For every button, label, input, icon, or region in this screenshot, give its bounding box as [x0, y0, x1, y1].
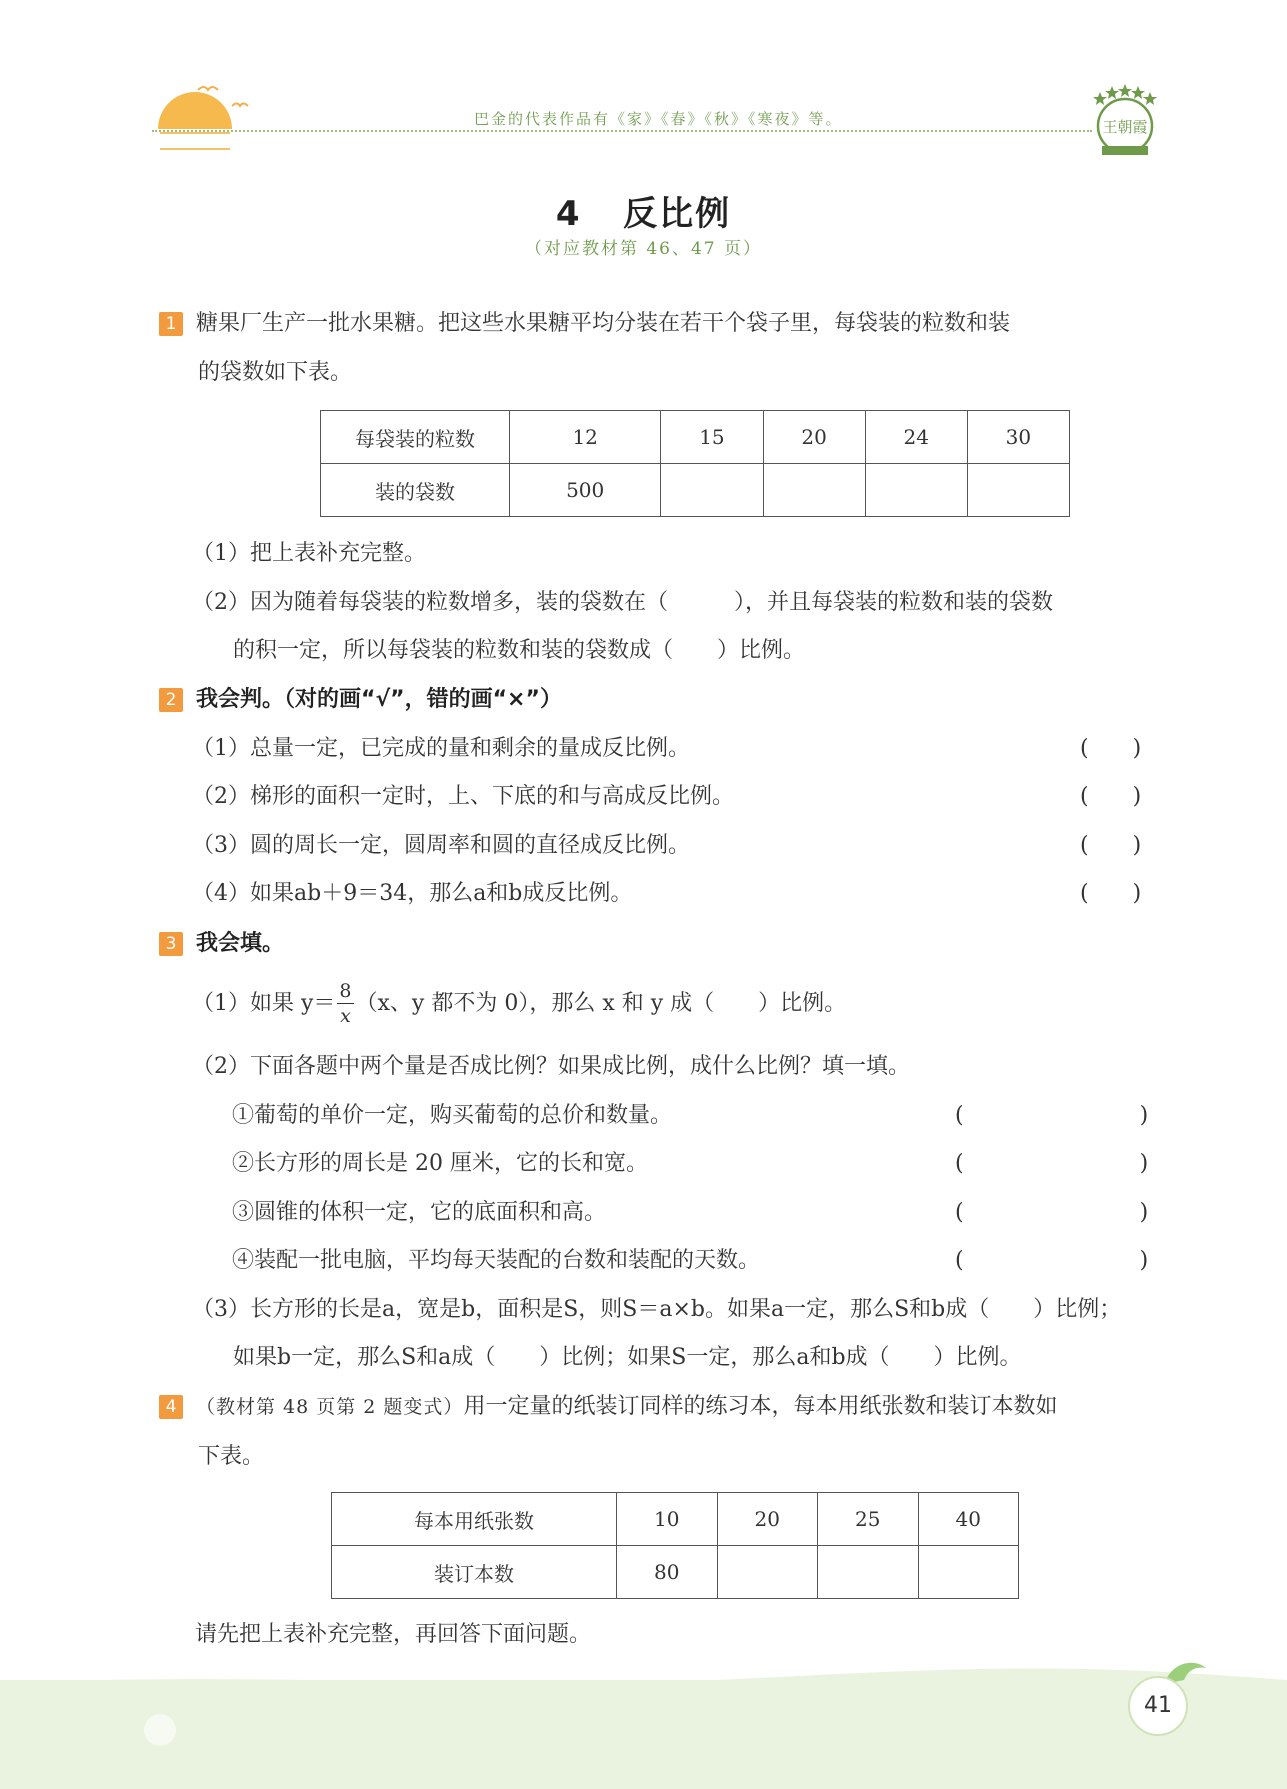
q3-sub1-after: （x、y 都不为 0），那么 x 和 y 成（ ）比例。	[355, 991, 847, 1016]
q4-table-cell: 80	[617, 1546, 718, 1599]
q4-source: （教材第 48 页第 2 题变式）	[196, 1396, 464, 1418]
q4-table-cell: 40	[918, 1493, 1019, 1546]
q1-sub2-line1: （2）因为随着每袋装的粒数增多，装的袋数在（ ），并且每袋装的粒数和装的袋数	[192, 590, 1054, 615]
publisher-stamp-icon	[1088, 82, 1162, 158]
q2-item-4: （4）如果ab＋9＝34，那么a和b成反比例。	[192, 881, 633, 906]
q1-table-cell: 30	[967, 411, 1069, 464]
q4-text: 用一定量的纸装订同样的练习本，每本用纸张数和装订本数如	[463, 1394, 1058, 1419]
question-4-badge: 4	[159, 1395, 183, 1419]
q1-table-row2-header: 装的袋数	[321, 464, 510, 517]
q3-sub3-line1: （3）长方形的长是a，宽是b，面积是S，则S＝a×b。如果a一定，那么S和b成（ ）比例；	[192, 1297, 1122, 1322]
q3-sub2-item-3: ③圆锥的体积一定，它的底面积和高。	[232, 1200, 607, 1225]
q4-text-line2: 下表。	[198, 1444, 265, 1469]
q1-sub2-line2: 的积一定，所以每袋装的粒数和装的袋数成（ ）比例。	[233, 638, 806, 663]
q4-table-answer-cell[interactable]	[918, 1546, 1019, 1599]
q4-text-line1	[196, 1392, 1057, 1422]
question-3-badge: 3	[159, 932, 183, 956]
water-lines-icon	[160, 132, 230, 150]
q4-table-answer-cell[interactable]	[818, 1546, 919, 1599]
q1-text-line1: 糖果厂生产一批水果糖。把这些水果糖平均分装在若干个袋子里，每袋装的粒数和装	[196, 311, 1011, 336]
chapter-name: 反比例	[623, 194, 732, 234]
q1-table-cell: 15	[661, 411, 763, 464]
q1-sub1: （1）把上表补充完整。	[192, 541, 426, 566]
q3-sub2-item-4: ④装配一批电脑，平均每天装配的台数和装配的天数。	[232, 1248, 761, 1273]
q1-table-answer-cell[interactable]	[865, 464, 967, 517]
table-row	[321, 411, 1070, 464]
q3-sub2-item-1: ①葡萄的单价一定，购买葡萄的总价和数量。	[232, 1103, 673, 1128]
q1-table	[320, 410, 1070, 517]
page-number: 41	[1128, 1676, 1188, 1736]
q4-after-text: 请先把上表补充完整，再回答下面问题。	[195, 1622, 592, 1647]
q1-text-line2: 的袋数如下表。	[198, 360, 353, 385]
chapter-subtitle: （对应教材第 46、47 页）	[524, 239, 763, 259]
q1-table-cell: 500	[510, 464, 661, 517]
table-row	[332, 1546, 1019, 1599]
q4-table-cell: 10	[617, 1493, 718, 1546]
bubble-decoration-icon	[130, 1700, 190, 1760]
q4-table-cell: 20	[717, 1493, 818, 1546]
q3-sub1-before: （1）如果 y＝	[192, 991, 336, 1016]
q4-table-row2-header: 装订本数	[332, 1546, 617, 1599]
q1-table-answer-cell[interactable]	[661, 464, 763, 517]
fraction-numerator: 8	[339, 980, 352, 1002]
q2-item-3: （3）圆的周长一定，圆周率和圆的直径成反比例。	[192, 833, 690, 858]
q4-table	[331, 1492, 1019, 1599]
q3-answer-bracket-2[interactable]: ( )	[955, 1151, 1149, 1176]
chapter-title	[0, 186, 1287, 235]
q3-sub3-line2: 如果b一定，那么S和a成（ ）比例；如果S一定，那么a和b成（ ）比例。	[233, 1345, 1022, 1370]
q4-table-cell: 25	[818, 1493, 919, 1546]
q3-heading: 我会填。	[196, 931, 285, 956]
q1-table-row1-header: 每袋装的粒数	[321, 411, 510, 464]
q4-table-answer-cell[interactable]	[717, 1546, 818, 1599]
q3-sub1	[192, 976, 846, 1032]
question-1-badge: 1	[159, 312, 183, 336]
q1-table-cell: 20	[763, 411, 865, 464]
q2-answer-bracket-2[interactable]: ( )	[1080, 784, 1142, 809]
q3-sub2: （2）下面各题中两个量是否成比例？如果成比例，成什么比例？填一填。	[192, 1054, 910, 1079]
q4-table-row1-header: 每本用纸张数	[332, 1493, 617, 1546]
birds-icon	[196, 80, 256, 120]
fraction-8-over-x	[337, 982, 353, 1026]
q1-table-answer-cell[interactable]	[967, 464, 1069, 517]
fraction-denominator: x	[340, 1005, 351, 1027]
q2-answer-bracket-1[interactable]: ( )	[1080, 736, 1142, 761]
q3-answer-bracket-4[interactable]: ( )	[955, 1248, 1149, 1273]
q2-answer-bracket-3[interactable]: ( )	[1080, 833, 1142, 858]
chapter-number: 4	[555, 194, 582, 234]
q2-item-2: （2）梯形的面积一定时，上、下底的和与高成反比例。	[192, 784, 734, 809]
table-row	[321, 464, 1070, 517]
q1-table-answer-cell[interactable]	[763, 464, 865, 517]
stamp-text: 王朝霞	[1102, 118, 1148, 136]
header-tagline: 巴金的代表作品有《家》《春》《秋》《寒夜》等。	[474, 110, 843, 128]
header-divider	[152, 130, 1092, 132]
question-2-badge: 2	[159, 688, 183, 712]
table-row	[332, 1493, 1019, 1546]
q3-answer-bracket-1[interactable]: ( )	[955, 1103, 1149, 1128]
q3-sub2-item-2: ②长方形的周长是 20 厘米，它的长和宽。	[232, 1151, 648, 1176]
q2-answer-bracket-4[interactable]: ( )	[1080, 881, 1142, 906]
q3-answer-bracket-3[interactable]: ( )	[955, 1200, 1149, 1225]
q1-table-cell: 24	[865, 411, 967, 464]
footer-band	[0, 1680, 1287, 1789]
q1-table-cell: 12	[510, 411, 661, 464]
q2-heading: 我会判。（对的画“√”，错的画“×”）	[196, 687, 562, 712]
q2-item-1: （1）总量一定，已完成的量和剩余的量成反比例。	[192, 736, 690, 761]
